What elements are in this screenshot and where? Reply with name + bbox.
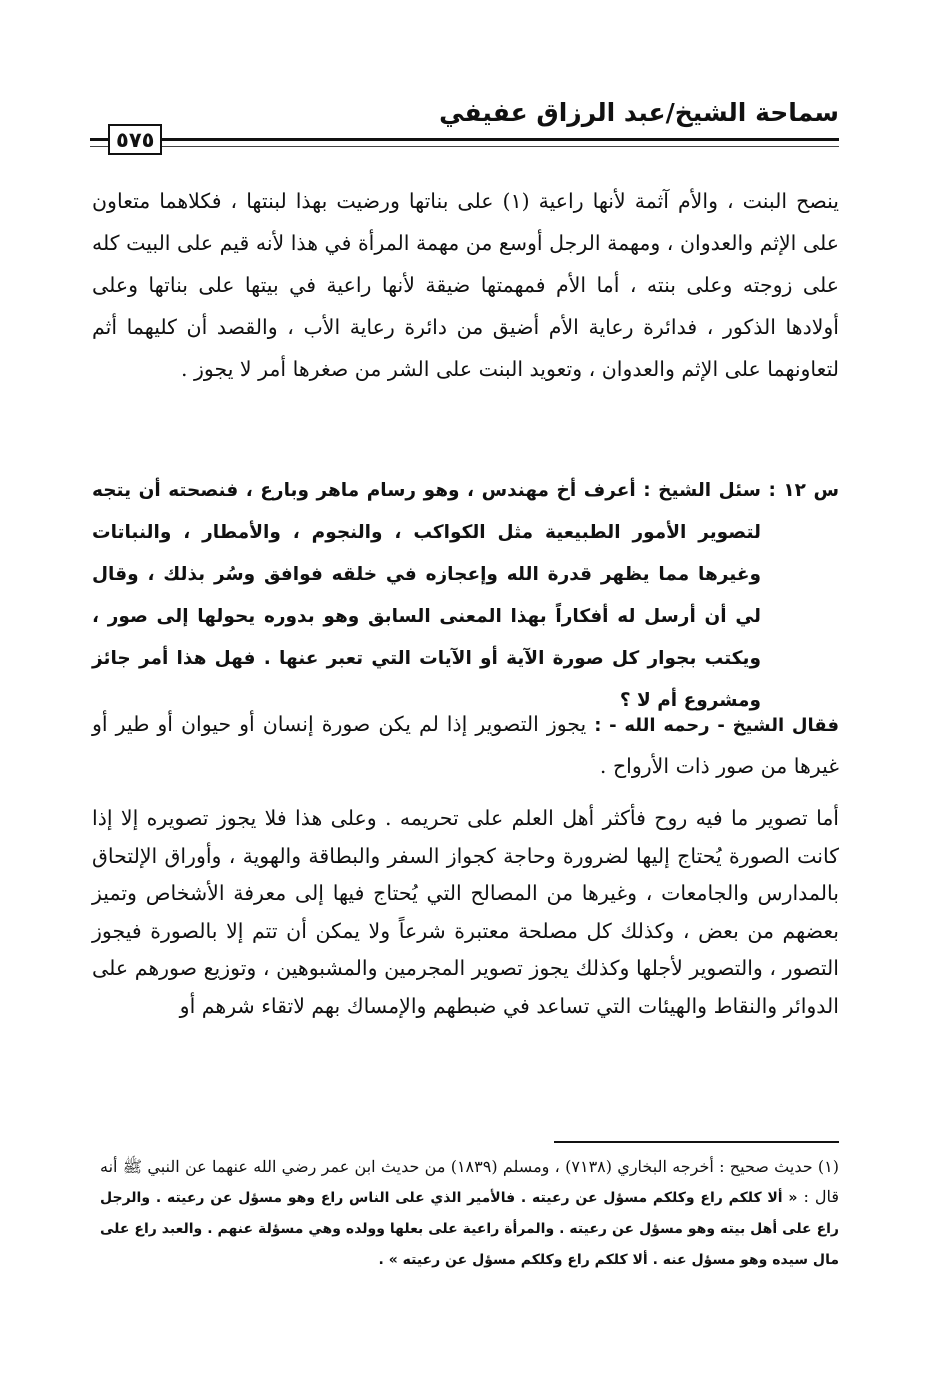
question-label: س ١٢ : xyxy=(768,480,839,501)
answer-paragraph xyxy=(92,704,839,786)
footnote-hadith-quote: « ألا كلكم راع وكلكم مسؤل عن رعيته . فالأمير الذي على الناس راع وهو مسؤل عن رعيته . والرجل راع على أهل بيته وهو مسؤل عن رعيته . والمرأة راعية على بعلها وولده وهي مسؤلة عنهم . والعبد راع على مال سيده وهو مسؤل عنه . ألا كلكم راع وكلكم مسؤل عن رعيته » . xyxy=(100,1190,839,1268)
page-number: ٥٧٥ xyxy=(108,124,162,155)
footnote xyxy=(100,1152,839,1275)
question-block xyxy=(92,470,839,722)
ruling-paragraph: أما تصوير ما فيه روح فأكثر أهل العلم على تحريمه . وعلى هذا فلا يجوز تصويره إلا إذا كانت الصورة يُحتاج إليها لضرورة وحاجة كجواز السفر والبطاقة والهوية ، وأوراق الإلتحاق بالمدارس والجامعات ، وغيرها من المصالح التي يُحتاج فيها إلى معرفة الأشخاص وتميز بعضهم من بعض ، وكذلك كل مصلحة معتبرة شرعاً ولا يمكن أن تتم إلا بالصورة فيجوز التصور ، والتصوير لأجلها وكذلك يجوز تصوير المجرمين والمشبوهين ، وتوزيع صورهم على الدوائر والنقاط والهيئات التي تساعد في ضبطهم والإمساك بهم لاتقاء شرهم أو xyxy=(92,806,839,1018)
running-header-title: سماحة الشيخ/عبد الرزاق عفيفي xyxy=(439,98,839,127)
header-rule xyxy=(90,138,839,141)
answer-speaker: فقال الشيخ - رحمه الله - : xyxy=(594,715,839,736)
question-text: لتصوير الأمور الطبيعية مثل الكواكب ، والنجوم ، والأمطار ، والنباتات وغيرها مما يظهر قدرة الله وإعجازه في خلقه فوافق وسُر بذلك ، وقال لي أن أرسل له أفكاراً بهذا المعنى السابق وهو بدوره يحولها إلى صور ، ويكتب بجوار كل صورة الآية أو الآيات التي تعبر عنها . فهل هذا أمر جائز ومشروع أم لا ؟ xyxy=(92,522,761,711)
header-rule-thin xyxy=(90,146,839,147)
footnote-intro: (١) حديث صحيح : أخرجه البخاري (٧١٣٨) ، ومسلم (١٨٣٩) من حديث ابن عمر رضي الله عنهما عن النبي ﷺ أنه قال : xyxy=(100,1157,840,1206)
paragraph-continued: ينصح البنت ، والأم آثمة لأنها راعية (١) على بناتها ورضيت بهذا لبنتها ، فكلاهما متعاون على الإثم والعدوان ، ومهمة الرجل أوسع من مهمة المرأة في هذا لأنه قيم على البيت كله على زوجته وعلى بنته ، أما الأم فمهمتها ضيقة لأنها راعية في بيتها على بناتها وعلى أولادها الذكور ، فدائرة رعاية الأم أضيق من دائرة رعاية الأب ، والقصد أن كليهما أثم لتعاونهما على الإثم والعدوان ، وتعويد البنت على الشر من صغرها أمر لا يجوز . xyxy=(92,189,839,381)
answer-text: يجوز التصوير إذا لم يكن صورة إنسان أو حيوان أو طير أو غيرها من صور ذات الأرواح . xyxy=(92,712,839,778)
footnote-separator xyxy=(554,1141,839,1143)
question-first-text: سئل الشيخ : أعرف أخ مهندس ، وهو رسام ماهر وبارع ، فنصحته أن يتجه xyxy=(92,480,761,501)
question-first-line xyxy=(92,470,839,512)
